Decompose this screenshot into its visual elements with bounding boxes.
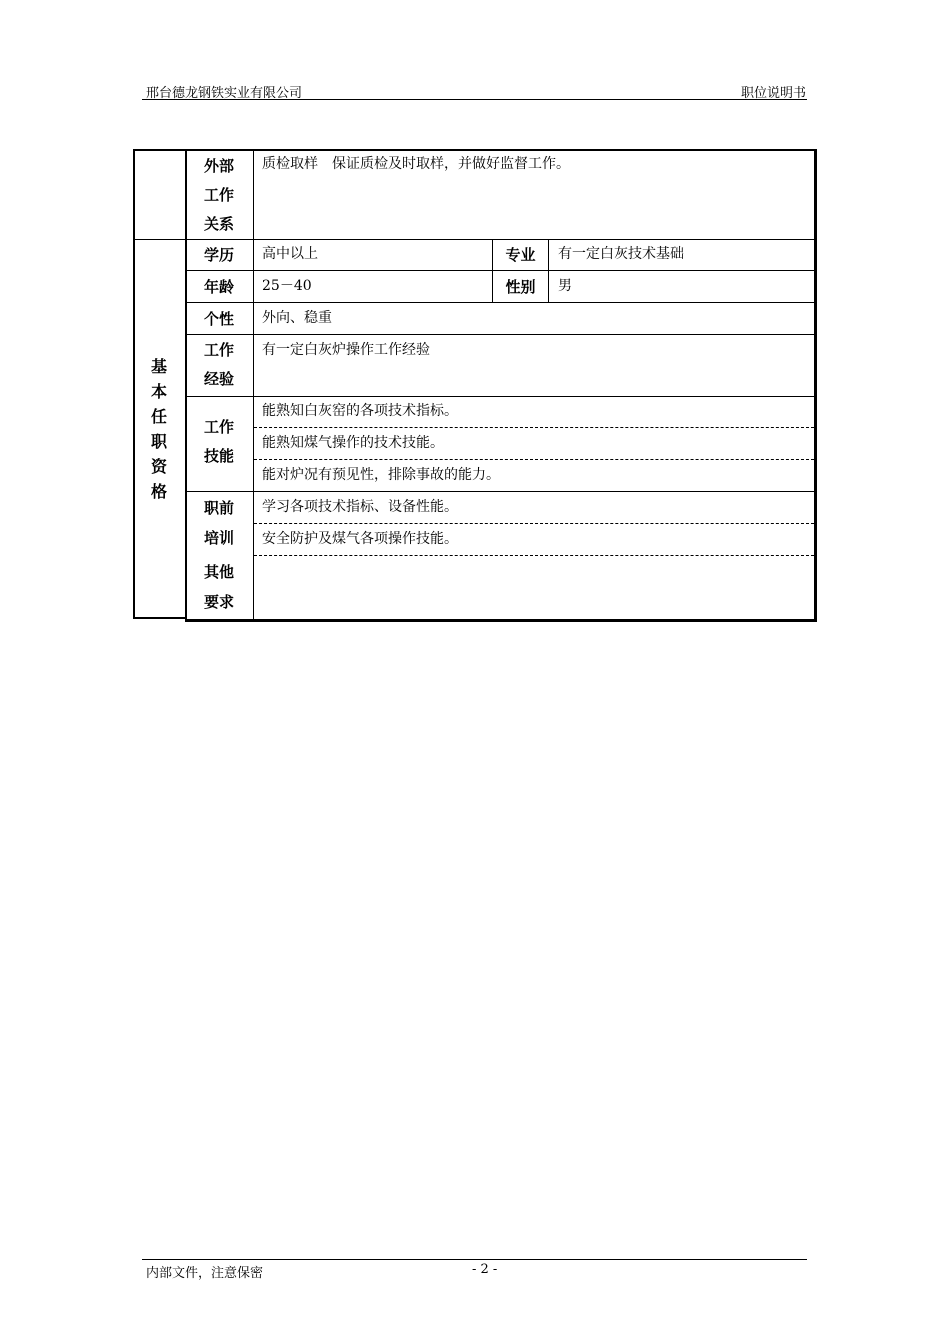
age-label: 年龄 <box>203 278 234 296</box>
education-value: 高中以上 <box>262 246 318 262</box>
major-value: 有一定白灰技术基础 <box>558 246 684 262</box>
training-item: 安全防护及煤气各项操作技能。 <box>262 531 458 547</box>
section-label-basic-qualifications: 基 本 任 职 资 格 <box>150 357 167 501</box>
gender-value: 男 <box>558 278 572 294</box>
training-item: 学习各项技术指标、设备性能。 <box>262 499 458 515</box>
other-requirements-label: 其他 要求 <box>203 563 234 611</box>
header-rule <box>142 99 807 100</box>
company-name: 邢台德龙钢铁实业有限公司 <box>146 86 303 101</box>
age-value: 25－40 <box>262 278 312 294</box>
education-label: 学历 <box>203 246 234 264</box>
training-label: 职前 培训 <box>203 499 234 547</box>
skills-label: 工作 技能 <box>203 418 234 465</box>
personality-label: 个性 <box>203 310 234 328</box>
document-type: 职位说明书 <box>740 86 806 101</box>
major-label: 专业 <box>505 246 536 264</box>
page-number: - 2 - <box>472 1262 498 1277</box>
skill-item: 能对炉况有预见性，排除事故的能力。 <box>262 467 500 483</box>
footer-rule <box>142 1259 807 1260</box>
external-relations-label: 外部 工作 关系 <box>203 157 234 233</box>
personality-value: 外向、稳重 <box>262 310 332 326</box>
confidential-notice: 内部文件，注意保密 <box>146 1266 264 1281</box>
skill-item: 能熟知煤气操作的技术技能。 <box>262 435 444 451</box>
experience-value: 有一定白灰炉操作工作经验 <box>262 342 430 358</box>
gender-label: 性别 <box>505 278 536 296</box>
experience-label: 工作 经验 <box>203 341 234 388</box>
skill-item: 能熟知白灰窑的各项技术指标。 <box>262 403 458 419</box>
external-relations-text: 质检取样 保证质检及时取样，并做好监督工作。 <box>262 156 570 172</box>
